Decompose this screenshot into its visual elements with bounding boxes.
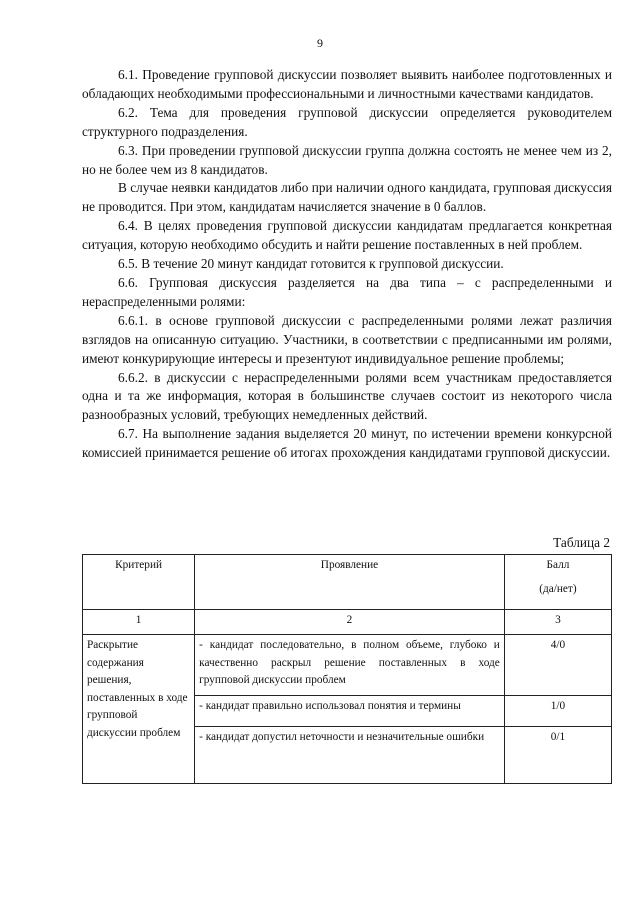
table-caption: Таблица 2 [553, 535, 610, 550]
score-cell: 4/0 [504, 635, 611, 696]
body-text [82, 66, 612, 463]
page-number: 9 [317, 36, 323, 50]
paragraph-6-7: 6.7. На выполнение задания выделяется 20 минут, по истечении времени конкурсной комиссией принимается решение об итогах прохождения кандидатами групповой дискуссии. [82, 426, 612, 461]
score-cell: 0/1 [504, 727, 611, 784]
column-number: 1 [83, 610, 195, 635]
paragraph-6-2: 6.2. Тема для проведения групповой дискуссии определяется руководителем структурного подразделения. [82, 104, 612, 139]
header-manifestation: Проявление [195, 555, 505, 610]
header-score-title: Балл [546, 559, 570, 571]
paragraph-6-4: 6.4. В целях проведения групповой дискуссии кандидатам предлагается конкретная ситуация, которую необходимо обсудить и найти решение поставленных в ней проблем. [82, 218, 612, 253]
column-number: 3 [504, 610, 611, 635]
manifestation-cell: - кандидат правильно использовал понятия и термины [195, 696, 505, 727]
table-row [83, 635, 612, 696]
score-cell: 1/0 [504, 696, 611, 727]
manifestation-cell: - кандидат последовательно, в полном объеме, глубоко и качественно раскрыл решение поставленных в ходе групповой дискуссии проблем [195, 635, 505, 696]
column-number: 2 [195, 610, 505, 635]
header-criterion: Критерий [83, 555, 195, 610]
paragraph-6-6-1: 6.6.1. в основе групповой дискуссии с распределенными ролями лежат различия взглядов на описанную ситуацию. Участники, в соответствии с предписанными им ролями, имеют конкурирующие интересы и презентуют индивидуальное решение проблемы; [82, 312, 612, 366]
criteria-table [82, 554, 612, 784]
manifestation-cell: - кандидат допустил неточности и незначительные ошибки [195, 727, 505, 784]
paragraph-6-6: 6.6. Групповая дискуссия разделяется на два типа – с распределенными и нераспределенными ролями: [82, 274, 612, 309]
paragraph-6-1: 6.1. Проведение групповой дискуссии позволяет выявить наиболее подготовленных и обладающих необходимыми профессиональными и личностными качествами кандидатов. [82, 67, 612, 101]
criterion-cell: Раскрытие содержания решения, поставленных в ходе групповой дискуссии проблем [83, 635, 195, 784]
paragraph-6-5: 6.5. В течение 20 минут кандидат готовится к групповой дискуссии. [118, 256, 504, 272]
header-score-subtitle: (да/нет) [539, 582, 577, 595]
paragraph-6-3: 6.3. При проведении групповой дискуссии группа должна состоять не менее чем из 2, но не более чем из 8 кандидатов. [82, 142, 612, 177]
table-number-row [83, 610, 612, 635]
paragraph-6-6-2: 6.6.2. в дискуссии с нераспределенными ролями всем участникам предоставляется одна и та же информация, которая в большинстве случаев состоит из некоторого числа разнообразных условий, требующих немедленных действий. [82, 369, 612, 423]
table-header-row [83, 555, 612, 610]
header-score [504, 555, 611, 610]
paragraph-no-show: В случае неявки кандидатов либо при наличии одного кандидата, групповая дискуссия не проводится. При этом, кандидатам начисляется значение в 0 баллов. [82, 180, 612, 215]
